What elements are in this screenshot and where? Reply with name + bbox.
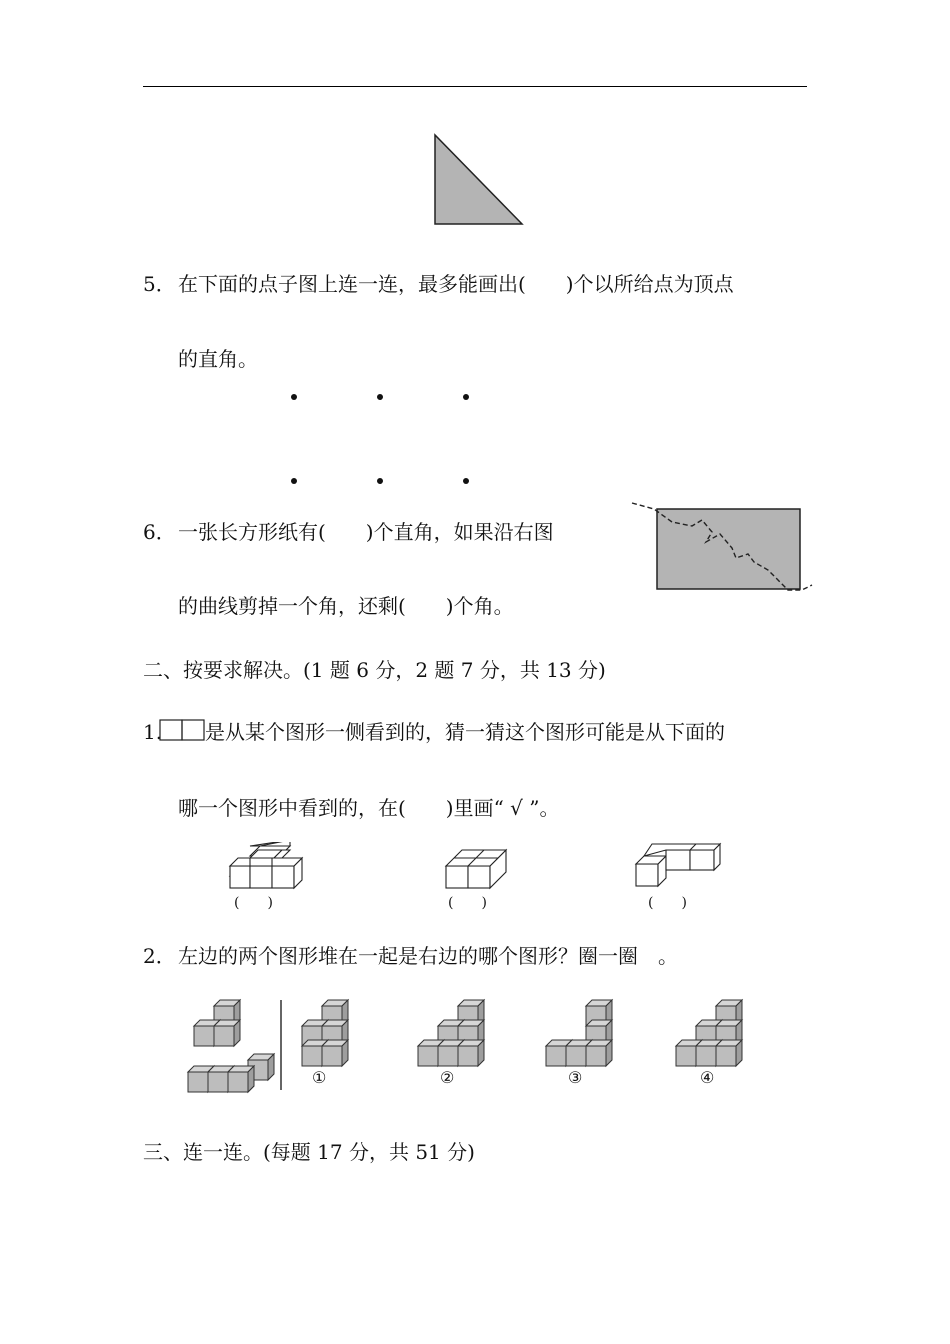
q5-number: 5． [143, 272, 176, 296]
right-triangle-figure [430, 132, 530, 228]
section2-heading: 二、按要求解决。(1 题 6 分，2 题 7 分，共 13 分) [143, 658, 606, 682]
grid-dot [463, 478, 469, 484]
s2q1-line1: 是从某个图形一侧看到的，猜一猜这个图形可能是从下面的 [205, 720, 725, 744]
option-label-2: ② [440, 1068, 455, 1087]
rectangle-cut-figure [630, 498, 815, 596]
option-label-4: ④ [700, 1068, 715, 1087]
cube-figure-b [442, 842, 512, 890]
s2q2-number: 2． [143, 944, 176, 968]
q6-number: 6． [143, 520, 176, 544]
q5-line2: 的直角。 [178, 347, 258, 371]
side-view-icon [158, 718, 206, 742]
grid-dot [291, 478, 297, 484]
grid-dot [291, 394, 297, 400]
option-label-3: ③ [568, 1068, 583, 1087]
grid-dot [377, 394, 383, 400]
grid-dot [377, 478, 383, 484]
q6-line2: 的曲线剪掉一个角，还剩( )个角。 [178, 594, 514, 618]
s2q2-line1: 左边的两个图形堆在一起是右边的哪个图形？圈一圈 。 [178, 944, 678, 968]
section3-heading: 三、连一连。(每题 17 分，共 51 分) [143, 1140, 475, 1164]
s2q1-line2: 哪一个图形中看到的，在( )里画“ √ ”。 [178, 796, 560, 820]
stacked-cubes-figure [184, 994, 764, 1094]
grid-dot [463, 394, 469, 400]
answer-paren-c[interactable]: ( ) [648, 895, 687, 911]
answer-paren-b[interactable]: ( ) [448, 895, 487, 911]
option-label-1: ① [312, 1068, 327, 1087]
s2q1-number: 1. [143, 720, 163, 744]
header-rule [143, 86, 807, 87]
q6-line1: 一张长方形纸有( )个直角，如果沿右图 [178, 520, 554, 544]
answer-paren-a[interactable]: ( ) [234, 895, 273, 911]
q5-line1: 在下面的点子图上连一连，最多能画出( )个以所给点为顶点 [178, 272, 734, 296]
cube-figure-a [226, 842, 306, 890]
cube-figure-c [632, 840, 724, 890]
